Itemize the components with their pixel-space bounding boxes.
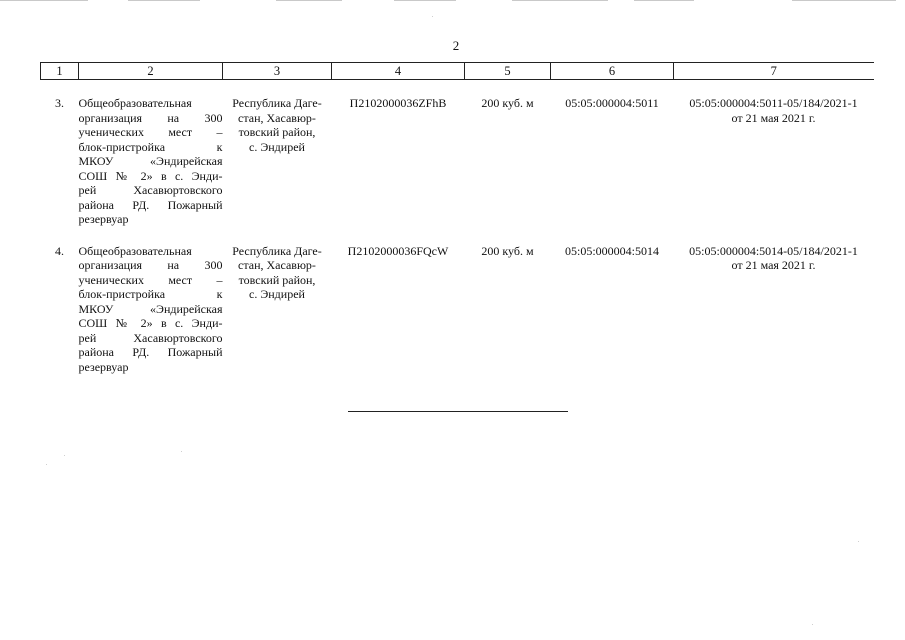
table-row xyxy=(41,96,874,227)
cadastral-number: 05:05:000004:5011 xyxy=(565,96,659,110)
object-name-line: блок-пристройка к xyxy=(78,139,223,154)
column-header: 6 xyxy=(551,63,674,80)
end-of-table-rule xyxy=(348,411,568,412)
column-header: 5 xyxy=(465,63,551,80)
object-name-line: резервуар xyxy=(78,359,129,374)
location-cell xyxy=(223,244,332,375)
scan-edge-line xyxy=(128,0,200,1)
object-name-line: района РД. Пожарный xyxy=(78,345,223,359)
object-name-line: ученических мест – xyxy=(78,125,223,139)
registration-number: 05:05:000004:5011-05/184/2021-1 xyxy=(689,96,858,110)
cadastral-number: 05:05:000004:5014 xyxy=(564,243,659,258)
object-name-cell xyxy=(79,96,223,227)
column-header: 2 xyxy=(79,63,223,80)
location-line: товский район, xyxy=(238,125,316,139)
object-name-line: МКОУ «Эндирейская xyxy=(78,301,223,316)
object-volume: 200 куб. м xyxy=(481,96,534,110)
object-name-line: Общеобразовательная xyxy=(78,243,192,258)
location-cell xyxy=(223,96,332,227)
objects-table xyxy=(40,62,874,374)
table-spacer xyxy=(41,80,874,97)
object-name-line: рей Хасавюртовского xyxy=(78,330,223,345)
table-spacer xyxy=(41,227,874,244)
scan-edge-line xyxy=(512,0,608,1)
column-header: 7 xyxy=(674,63,874,80)
object-code: П2102000036FQcW xyxy=(347,243,449,258)
scan-edge-line xyxy=(394,0,456,1)
location-line: Республика Даге- xyxy=(232,96,322,110)
object-name-line: СОШ № 2» в с. Энди- xyxy=(78,316,223,330)
object-name-line: ученических мест – xyxy=(78,272,223,287)
location-line: товский район, xyxy=(238,272,316,287)
object-name-line: Общеобразовательная xyxy=(78,96,192,110)
object-name-line: организация на 300 xyxy=(78,110,223,125)
registration-cell xyxy=(674,96,874,227)
object-volume: 200 куб. м xyxy=(481,243,534,258)
location-line: Республика Даге- xyxy=(232,243,322,258)
scan-edge-line xyxy=(792,0,896,1)
object-name-line: рей Хасавюртовского xyxy=(78,183,223,197)
registration-date: от 21 мая 2021 г. xyxy=(731,110,816,125)
location-line: с. Эндирей xyxy=(249,139,305,154)
object-code: П2102000036ZFhB xyxy=(349,96,447,110)
location-line: с. Эндирей xyxy=(249,287,305,301)
row-number: 3. xyxy=(55,96,64,110)
object-name-line: резервуар xyxy=(78,212,129,226)
row-number: 4. xyxy=(55,243,64,258)
object-name-line: организация на 300 xyxy=(78,258,223,272)
registration-date: от 21 мая 2021 г. xyxy=(731,258,816,272)
scan-edge-line xyxy=(634,0,694,1)
column-header: 3 xyxy=(223,63,332,80)
scan-speck xyxy=(432,16,433,17)
scan-speck xyxy=(858,541,859,542)
table-row xyxy=(41,244,874,375)
object-name-line: района РД. Пожарный xyxy=(78,197,223,212)
scan-speck xyxy=(64,455,65,456)
page-number: 2 xyxy=(452,38,460,53)
object-name-line: МКОУ «Эндирейская xyxy=(78,154,223,168)
table-header-row xyxy=(41,63,874,80)
location-line: стан, Хасавюр- xyxy=(238,110,316,125)
scan-speck xyxy=(46,464,47,465)
location-line: стан, Хасавюр- xyxy=(238,258,316,272)
scan-speck xyxy=(181,451,182,452)
object-name-cell xyxy=(79,244,223,375)
column-header: 4 xyxy=(332,63,465,80)
scan-speck xyxy=(812,624,813,625)
scan-edge-line xyxy=(276,0,342,1)
registration-cell xyxy=(674,244,874,375)
object-name-line: блок-пристройка к xyxy=(78,287,223,301)
column-header: 1 xyxy=(41,63,79,80)
object-name-line: СОШ № 2» в с. Энди- xyxy=(78,168,223,183)
scan-edge-line xyxy=(0,0,88,1)
registration-number: 05:05:000004:5014-05/184/2021-1 xyxy=(689,243,858,258)
